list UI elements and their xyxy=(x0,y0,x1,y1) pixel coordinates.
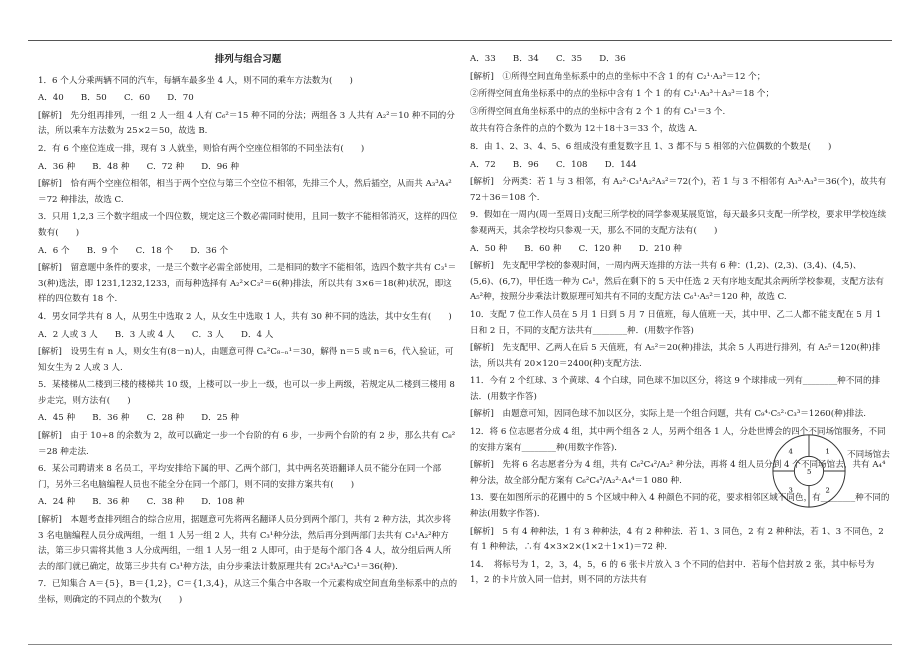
solution-paragraph: [解析] 分两类：若 1 与 3 相邻，有 A₂²·C₃¹A₂²A₃²＝72(个)，若 1 与 3 不相邻有 A₃³·A₃³＝36(个)，故共有 72＋36＝108 个. xyxy=(470,177,887,203)
solution-paragraph: [解析] 设男生有 n 人，则女生有(8－n)人，由题意可得 Cₙ²C₈₋ₙ¹＝30，解得 n＝5 或 n＝6，代入验证，可知女生为 2 人或 3 人. xyxy=(38,347,454,373)
answer-options: A．50 种 B．60 种 C．120 种 D．210 种 xyxy=(470,243,682,254)
question-paragraph: 12．将 6 位志愿者分成 4 组，其中两个组各 2 人，另两个组各 1 人，分赴世博会的四个不同场馆服务，不同的安排方案有________种(用数字作答)． xyxy=(470,427,886,453)
question-paragraph: 4．男女同学共有 8 人，从男生中选取 2 人，从女生中选取 1 人，共有 30 种不同的选法，其中女生有( ) xyxy=(38,311,452,322)
header-rule xyxy=(28,40,892,41)
answer-options: A．2 人或 3 人 B．3 人或 4 人 C．3 人 D．4 人 xyxy=(38,329,274,340)
answer-options: A．45 种 B．36 种 C．28 种 D．25 种 xyxy=(38,413,239,424)
solution-paragraph: [解析] 先分组再排列，一组 2 人一组 4 人有 C₆²＝15 种不同的分法；两组各 3 人共有 A₂²＝10 种不同的分法，所以乘车方法数为 25×2＝50，故选 B. xyxy=(38,110,455,137)
solution-paragraph: [解析] 由题意可知，因同色球不加以区分，实际上是一个组合问题，共有 C₉⁴·C₅²·C₃³＝1260(种)排法. xyxy=(470,409,866,420)
solution-paragraph: [解析] 由于 10÷8 的余数为 2，故可以确定一步一个台阶的有 6 步，一步两个台阶的有 2 步，那么共有 C₈²＝28 种走法. xyxy=(38,431,456,457)
left-column xyxy=(38,52,458,611)
flowerbed-diagram xyxy=(770,432,848,510)
question-paragraph: ③所得空间直角坐标系中的点的坐标中含有 2 个 1 的有 C₃¹＝3 个. xyxy=(470,106,726,117)
region-2: 2 xyxy=(825,486,830,495)
region-5: 5 xyxy=(807,467,812,476)
solution-paragraph: [解析] 留意题中条件的要求，一是三个数字必需全部使用，二是相同的数字不能相邻，选四个数字共有 C₃¹＝3(种)选法，即 1231,1232,1233，而每种选择有 A₂²×C₃²＝6(种)排法，所以共有 3×6＝18(种)状况，即这样的四位数有 18 个. xyxy=(38,263,457,305)
region-4: 4 xyxy=(788,447,793,456)
page-title: 排列与组合习题 xyxy=(214,54,282,65)
solution-paragraph: [解析] 先支配甲学校的参观时间，一周内两天连排的方法一共有 6 种：(1,2)、(2,3)、(3,4)、(4,5)、(5,6)、(6,7)，甲任选一种为 C₆¹，然后在剩下的 5 天中任选 2 天有序地支配其余两所学校参观，支配方法有 A₅²种，按照分步乘法计数原理可知共有不同的支配方法 C₆¹·A₅²＝120 种，故选 C. xyxy=(470,261,884,303)
solution-paragraph: [解析] 本题考查排列组合的综合应用，据题意可先将两名翻译人员分到两个部门，共有 2 种方法，其次步将 3 名电脑编程人员分成两组，一组 1 人另一组 2 人，共有 C₃¹种分法，然后再分到两部门去共有 C₃¹A₂²种方法，第三步只需将其他 3 人分成两组，一组 1 人另一组 2 人即可，由于是每个部门各 4 人，故分组后两人所去的部门就已确定，故第三步共有 C₃¹种方法，由分步乘法计数原理共有 2C₃¹A₂²C₃¹＝36(种). xyxy=(38,515,452,572)
question-paragraph: 6．某公司聘请来 8 名员工，平均安排给下属的甲、乙两个部门，其中两名英语翻译人员不能分在同一个部门，另外三名电脑编程人员也不能全分在同一个部门，则不同的安排方案共有( ) xyxy=(38,464,442,490)
region-3: 3 xyxy=(788,486,793,495)
footer-rule xyxy=(28,644,892,645)
answer-options: A．36 种 B．48 种 C．72 种 D．96 种 xyxy=(38,161,239,172)
answer-options: A．24 种 B．36 种 C．38 种 D．108 种 xyxy=(38,497,245,508)
question-paragraph: 14． 将标号为 1，2，3，4，5，6 的 6 张卡片放入 3 个不同的信封中．若每个信封放 2 张，其中标号为 1，2 的卡片放入同一信封，则不同的方法共有 xyxy=(470,559,875,586)
answer-options: A．6 个 B．9 个 C．18 个 D．36 个 xyxy=(38,245,229,256)
right-column xyxy=(470,52,890,591)
diagram-caption: 不同场馆去 xyxy=(847,450,890,460)
question-paragraph: 10．支配 7 位工作人员在 5 月 1 日到 5 月 7 日值班，每人值班一天，其中甲、乙二人都不能支配在 5 月 1 日和 2 日，不同的支配方法共有________种．(用数字作答) xyxy=(470,309,882,336)
question-paragraph: 故共有符合条件的点的个数为 12＋18＋3＝33 个，故选 A. xyxy=(470,124,698,135)
answer-options: A．40 B．50 C．60 D．70 xyxy=(38,93,194,104)
solution-paragraph: [解析] 先支配甲、乙两人在后 5 天值班，有 A₅²＝20(种)排法，其余 5 人再进行排列，有 A₅⁵＝120(种)排法，所以共有 20×120＝2400(种)支配方法. xyxy=(470,343,881,369)
question-paragraph: 9．假如在一周内(周一至周日)支配三所学校的同学参观某展览馆，每天最多只支配一所学校，要求甲学校连续参观两天，其余学校均只参观一天，那么不同的支配方法有( ) xyxy=(470,210,887,236)
solution-paragraph: [解析] 先将 6 名志愿者分为 4 组，共有 C₆²C₄²/A₂² 种分法，再将 4 组人员分到 4 个不同场馆去，共有 A₄⁴种分法，故全部分配方案有 C₆²C₄²/A₂²·A₄⁴＝1 080 种. xyxy=(470,460,886,486)
question-paragraph: 11．今有 2 个红球、3 个黄球、4 个白球，同色球不加以区分，将这 9 个球排成一列有________种不同的排法．(用数字作答) xyxy=(470,376,881,402)
answer-options: A．72 B．96 C．108 D．144 xyxy=(470,159,637,170)
question-paragraph: 13．要在如图所示的花圃中的 5 个区域中种入 4 种颜色不同的花，要求相邻区域不同色，有________种不同的种法(用数字作答)． xyxy=(470,493,890,520)
answer-options: A．33 B．34 C．35 D．36 xyxy=(470,54,626,64)
solution-paragraph: [解析] 5 有 4 种种法，1 有 3 种种法，4 有 2 种种法．若 1、3 同色，2 有 2 种种法，若 1、3 不同色，2 有 1 种种法，∴有 4×3×2×(1×2＋1×1)＝72 种. xyxy=(470,526,884,553)
question-paragraph: 5．某楼梯从二楼到三楼的楼梯共 10 级，上楼可以一步上一级，也可以一步上两级，若规定从二楼到三楼用 8 步走完，则方法有( ) xyxy=(38,380,455,406)
question-paragraph: ②所得空间直角坐标系中的点的坐标中含有 1 个 1 的有 C₂¹·A₃³＋A₃³＝18 个； xyxy=(470,89,775,100)
solution-paragraph: [解析] ①所得空间直角坐标系中的点的坐标中不含 1 的有 C₂¹·A₃³＝12 个； xyxy=(470,71,766,82)
question-paragraph: 8．由 1、2、3、4、5、6 组成没有重复数字且 1、3 都不与 5 相邻的六位偶数的个数是( ) xyxy=(470,141,832,152)
question-paragraph: 7．已知集合 A＝{5}，B＝{1,2}，C＝{1,3,4}，从这三个集合中各取一个元素构成空间直角坐标系中的点的坐标，则确定的不同点的个数为( ) xyxy=(38,579,458,605)
question-paragraph: 1．6 个人分乘两辆不同的汽车，每辆车最多坐 4 人，则不同的乘车方法数为( ) xyxy=(38,75,353,86)
solution-paragraph: [解析] 恰有两个空座位相邻，相当于两个空位与第三个空位不相邻，先排三个人，然后插空，从而共 A₃³A₄²＝72 种排法，故选 C. xyxy=(38,179,452,205)
region-1: 1 xyxy=(825,447,830,456)
question-paragraph: 2．有 6 个座位连成一排，现有 3 人就坐，则恰有两个空座位相邻的不同坐法有( ) xyxy=(38,143,365,154)
question-paragraph: 3．只用 1,2,3 三个数字组成一个四位数，规定这三个数必需同时使用，且同一数字不能相邻消灭，这样的四位数有( ) xyxy=(38,212,458,238)
